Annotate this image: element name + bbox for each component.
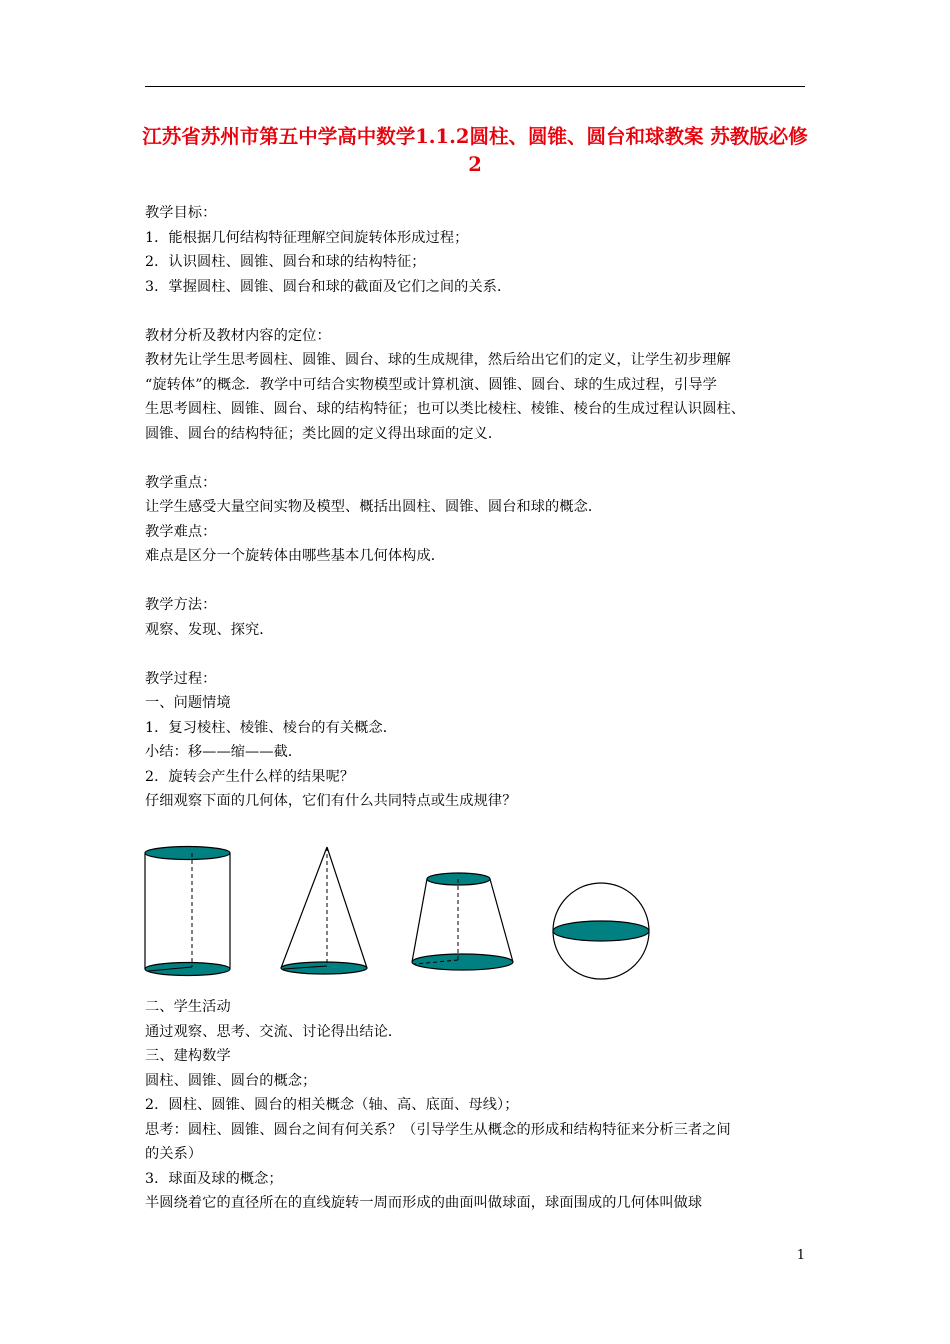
analysis-heading: 教材分析及教材内容的定位： bbox=[145, 327, 331, 344]
methods-text: 观察、发现、探究． bbox=[145, 621, 274, 638]
document-title: 江苏省苏州市第五中学高中数学1.1.2圆柱、圆锥、圆台和球教案 苏教版必修2 bbox=[142, 125, 808, 176]
section-line: 的关系） bbox=[145, 1146, 203, 1162]
cylinder-figure bbox=[145, 847, 230, 976]
document-body-top bbox=[145, 201, 810, 814]
process-line: 2．旋转会产生什么样的结果呢？ bbox=[145, 768, 355, 785]
objective-item: 2．认识圆柱、圆锥、圆台和球的结构特征； bbox=[145, 254, 426, 270]
section-line: 圆柱、圆锥、圆台的概念； bbox=[145, 1072, 317, 1089]
sphere-figure bbox=[553, 883, 649, 979]
key-points-text: 让学生感受大量空间实物及模型、概括出圆柱、圆锥、圆台和球的概念． bbox=[145, 499, 603, 515]
process-heading: 教学过程： bbox=[145, 670, 217, 687]
page-number: 1 bbox=[796, 1248, 805, 1263]
section-line: 通过观察、思考、交流、讨论得出结论． bbox=[145, 1023, 403, 1040]
objective-item: 3．掌握圆柱、圆锥、圆台和球的截面及它们之间的关系． bbox=[145, 278, 512, 295]
process-line: 一、问题情境 bbox=[145, 695, 231, 711]
methods-heading: 教学方法： bbox=[145, 597, 217, 613]
analysis-line: 生思考圆柱、圆锥、圆台、球的结构特征；也可以类比棱柱、棱锥、棱台的生成过程认识圆柱、 bbox=[145, 401, 746, 417]
section-line: 思考：圆柱、圆锥、圆台之间有何关系？（引导学生从概念的形成和结构特征来分析三者之间 bbox=[145, 1121, 731, 1138]
header-rule bbox=[145, 86, 805, 87]
objectives-heading: 教学目标： bbox=[145, 205, 217, 221]
process-line: 1．复习棱柱、棱锥、棱台的有关概念． bbox=[145, 719, 398, 736]
difficulties-text: 难点是区分一个旋转体由哪些基本几何体构成． bbox=[145, 548, 446, 564]
difficulties-heading: 教学难点： bbox=[145, 523, 217, 540]
frustum-figure bbox=[412, 873, 513, 970]
analysis-line: 教材先让学生思考圆柱、圆锥、圆台、球的生成规律，然后给出它们的定义，让学生初步理解 bbox=[145, 352, 731, 368]
section-line: 二、学生活动 bbox=[145, 999, 231, 1015]
objective-item: 1．能根据几何结构特征理解空间旋转体形成过程； bbox=[145, 229, 469, 246]
section-line: 3．球面及球的概念； bbox=[145, 1170, 283, 1187]
solids-figure bbox=[140, 840, 810, 985]
cone-figure bbox=[281, 847, 367, 974]
analysis-line: “旋转体”的概念．教学中可结合实物模型或计算机演、圆锥、圆台、球的生成过程，引导学 bbox=[145, 376, 717, 393]
section-line: 半圆绕着它的直径所在的直线旋转一周而形成的曲面叫做球面，球面围成的几何体叫做球 bbox=[145, 1195, 703, 1211]
key-points-heading: 教学重点： bbox=[145, 474, 217, 491]
section-line: 三、建构数学 bbox=[145, 1048, 231, 1064]
process-line: 仔细观察下面的几何体，它们有什么共同特点或生成规律？ bbox=[145, 793, 517, 809]
analysis-line: 圆锥、圆台的结构特征；类比圆的定义得出球面的定义． bbox=[145, 425, 503, 442]
section-line: 2．圆柱、圆锥、圆台的相关概念（轴、高、底面、母线）； bbox=[145, 1097, 519, 1113]
document-body-bottom bbox=[145, 995, 810, 1216]
process-line: 小结：移——缩——截． bbox=[145, 744, 303, 760]
